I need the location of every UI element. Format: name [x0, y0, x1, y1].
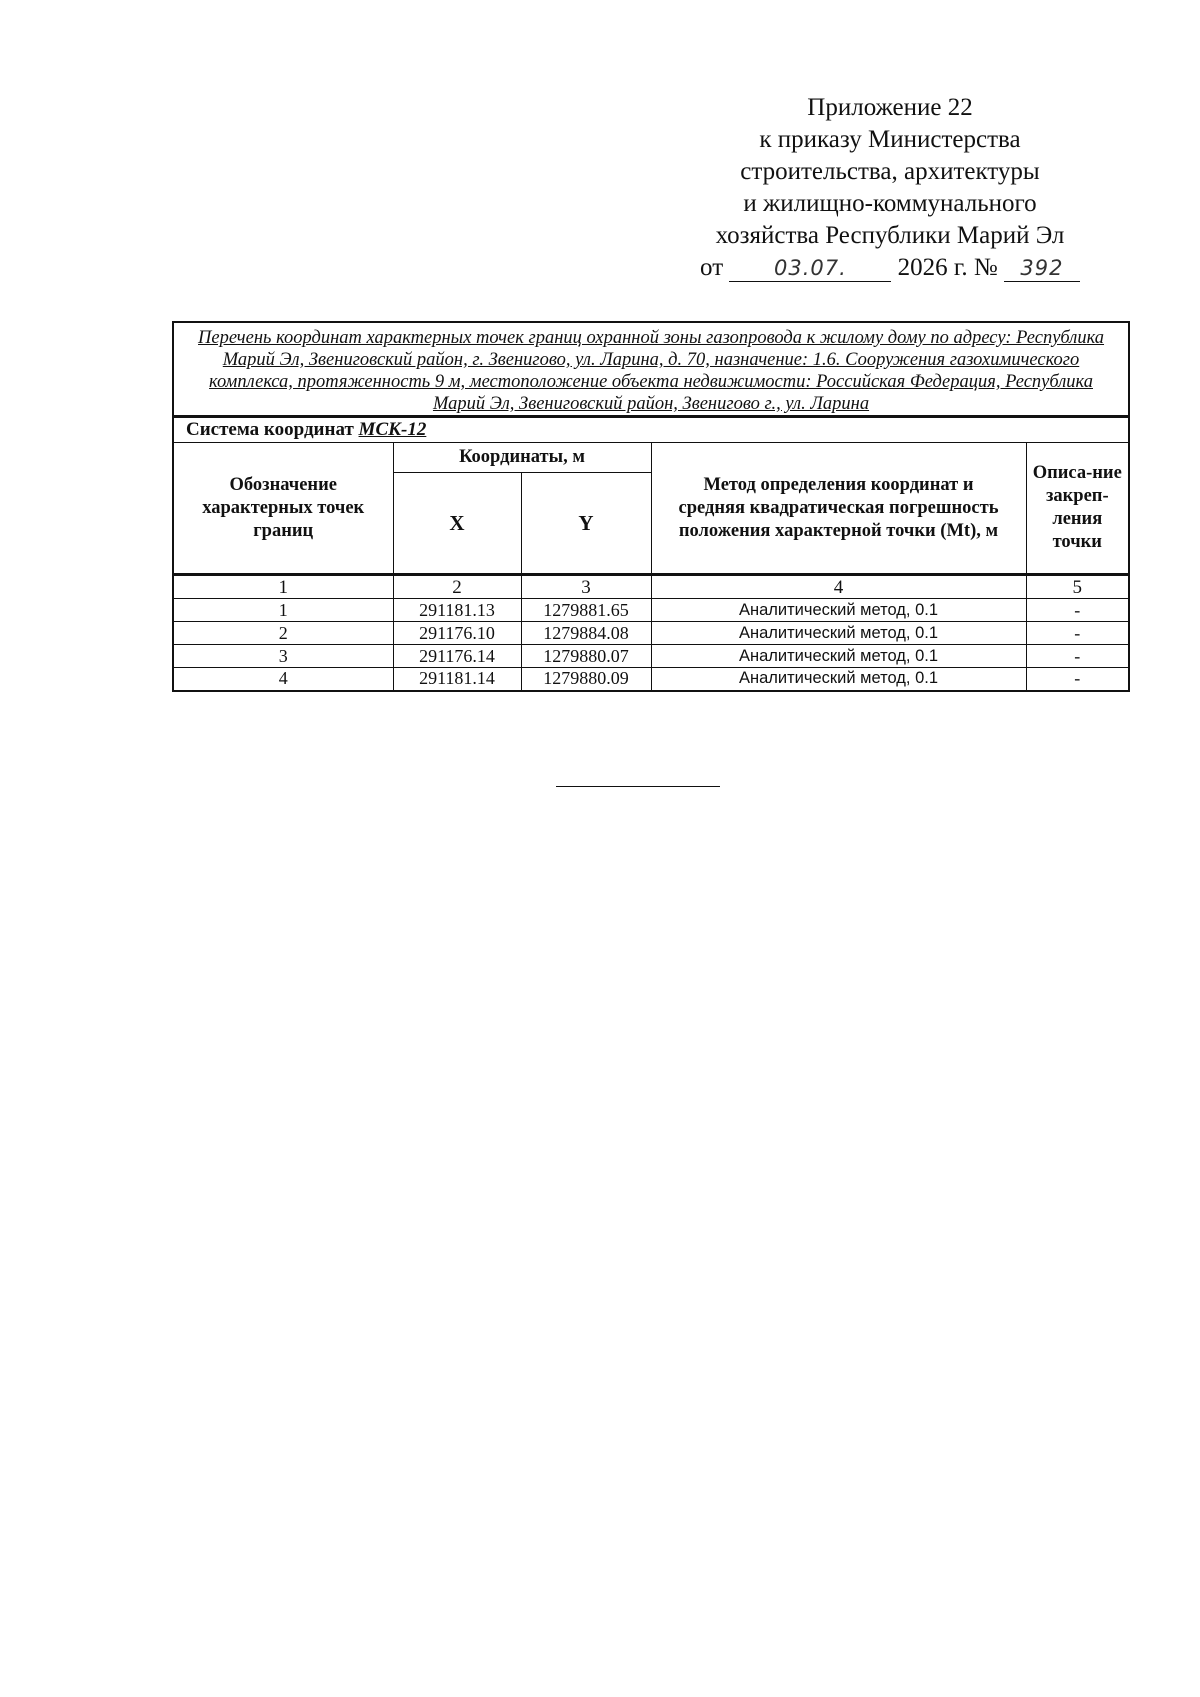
handwritten-number: 392	[1020, 256, 1064, 280]
coord-y: 1279880.07	[521, 645, 651, 668]
column-numbers-row	[173, 575, 1129, 599]
coord-y: 1279884.08	[521, 622, 651, 645]
fixing-description: -	[1026, 668, 1129, 691]
end-of-document-rule	[556, 786, 720, 787]
header-point: Обозначение характерных точек границ	[173, 443, 393, 575]
point-id: 2	[173, 622, 393, 645]
header-row-1	[173, 443, 1129, 473]
coordinate-system-value: МСК-12	[358, 419, 427, 440]
fixing-description: -	[1026, 622, 1129, 645]
appendix-line-1: Приложение 22	[807, 94, 973, 121]
number-blank	[1004, 255, 1080, 282]
table-row	[173, 645, 1129, 668]
appendix-line-4: и жилищно-коммунального	[743, 190, 1037, 217]
column-number: 1	[173, 575, 393, 599]
column-number: 5	[1026, 575, 1129, 599]
point-id: 1	[173, 599, 393, 622]
year-and-number-label: 2026 г. №	[897, 254, 998, 281]
header-x: X	[393, 473, 521, 575]
coord-y: 1279881.65	[521, 599, 651, 622]
coordinate-system	[173, 417, 1129, 443]
date-prefix: от	[700, 254, 724, 281]
method: Аналитический метод, 0.1	[651, 622, 1026, 645]
point-id: 4	[173, 668, 393, 691]
header-method: Метод определения координат и средняя квадратическая погрешность положения характерной точки (Mt), м	[651, 443, 1026, 575]
header-description: Описа-ние закреп-ления точки	[1026, 443, 1129, 575]
coordinates-table	[172, 321, 1130, 692]
order-date-line	[660, 252, 1120, 284]
fixing-description: -	[1026, 599, 1129, 622]
table-row	[173, 622, 1129, 645]
coordinate-system-label: Система координат	[186, 419, 354, 440]
header-y: Y	[521, 473, 651, 575]
table-row	[173, 668, 1129, 691]
fixing-description: -	[1026, 645, 1129, 668]
appendix-line-2: к приказу Министерства	[759, 126, 1021, 153]
header-coordinates: Координаты, м	[393, 443, 651, 473]
table-caption: Перечень координат характерных точек границ охранной зоны газопровода к жилому дому по адресу: Республика Марий Эл, Звениговский район, г. Звенигово, ул. Ларина, д. 70, назначение: 1.6. Сооружения газохимического комплекса, протяженность 9 м, местоположение объекта недвижимости: Российская Федерация, Республика Марий Эл, Звениговский район, Звенигово г., ул. Ларина	[173, 322, 1129, 417]
coord-y: 1279880.09	[521, 668, 651, 691]
appendix-header	[660, 92, 1120, 284]
coord-x: 291181.13	[393, 599, 521, 622]
column-number: 2	[393, 575, 521, 599]
method: Аналитический метод, 0.1	[651, 668, 1026, 691]
appendix-line-5: хозяйства Республики Марий Эл	[715, 222, 1065, 249]
coord-x: 291181.14	[393, 668, 521, 691]
coord-x: 291176.10	[393, 622, 521, 645]
date-blank	[729, 255, 891, 282]
handwritten-date: 03.07.	[774, 256, 847, 280]
coord-x: 291176.14	[393, 645, 521, 668]
caption-row	[173, 322, 1129, 417]
table-row	[173, 599, 1129, 622]
point-id: 3	[173, 645, 393, 668]
column-number: 3	[521, 575, 651, 599]
method: Аналитический метод, 0.1	[651, 645, 1026, 668]
method: Аналитический метод, 0.1	[651, 599, 1026, 622]
appendix-line-3: строительства, архитектуры	[740, 158, 1040, 185]
column-number: 4	[651, 575, 1026, 599]
system-row	[173, 417, 1129, 443]
